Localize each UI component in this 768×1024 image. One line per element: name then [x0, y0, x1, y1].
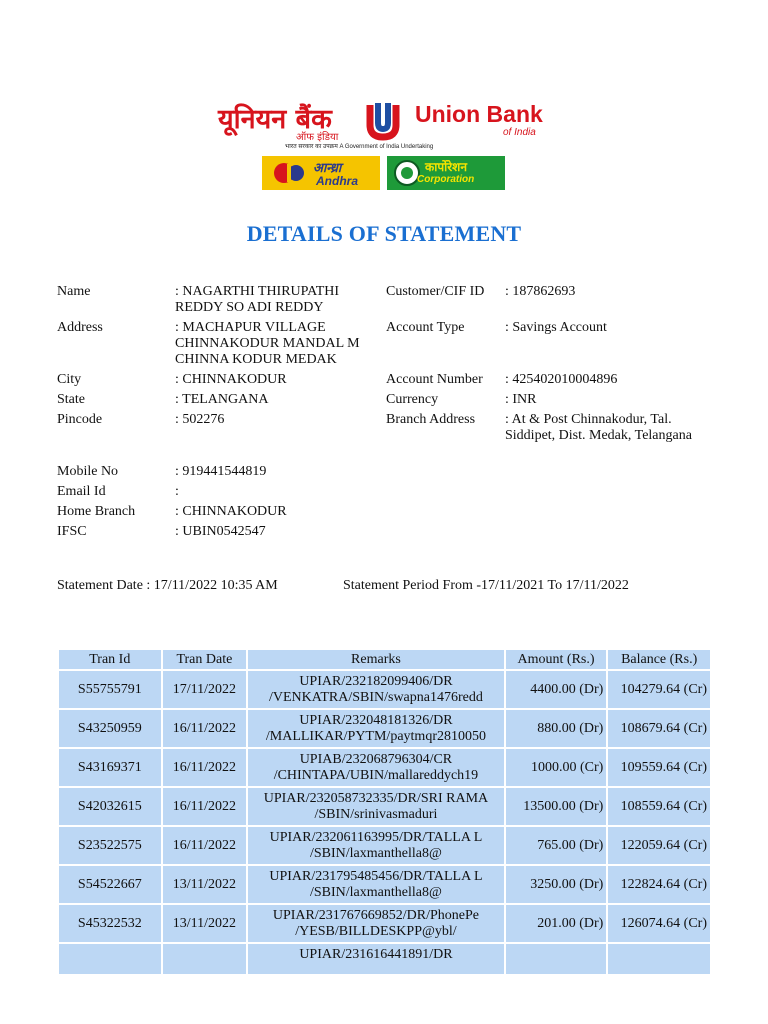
balance: 108559.64 (Cr) [608, 788, 710, 825]
tran-date: 16/11/2022 [163, 827, 247, 864]
remarks [248, 710, 504, 747]
remarks [248, 827, 504, 864]
balance: 108679.64 (Cr) [608, 710, 710, 747]
remarks-line-2: /SBIN/laxmanthella8@ [309, 884, 442, 900]
remarks: UPIAR/231616441891/DR [248, 944, 504, 974]
name-label: Name [57, 284, 91, 299]
tran-id [59, 944, 161, 974]
statement-period: Statement Period From -17/11/2021 To 17/11/2022 [343, 578, 629, 593]
remarks-line-2: /SBIN/srinivasmaduri [314, 806, 438, 822]
balance: 122824.64 (Cr) [608, 866, 710, 903]
amount: 765.00 (Dr) [506, 827, 607, 864]
balance [608, 944, 710, 974]
remarks-line-2: /YESB/BILLDESKPP@ybl/ [295, 923, 457, 939]
tran-id: S43169371 [59, 749, 161, 786]
union-bank-logo-icon [356, 99, 410, 141]
table-row [59, 749, 710, 786]
pincode-label: Pincode [57, 412, 103, 427]
table-row [59, 905, 710, 942]
remarks-line-2: /SBIN/laxmanthella8@ [309, 845, 442, 861]
tran-date [163, 944, 247, 974]
bank-name-sub: of India [503, 127, 536, 138]
andhra-hindi: आन्ध्रा [313, 161, 342, 176]
table-row [59, 671, 710, 708]
tran-date: 16/11/2022 [163, 749, 247, 786]
balance: 109559.64 (Cr) [608, 749, 710, 786]
bank-name-hindi: यूनियन बैंक [218, 104, 332, 135]
email-label: Email Id [57, 484, 106, 499]
tran-date: 13/11/2022 [163, 905, 247, 942]
account-number-label: Account Number [386, 372, 483, 387]
table-row-partial [59, 944, 710, 974]
header-balance: Balance (Rs.) [608, 650, 710, 669]
currency-label: Currency [386, 392, 439, 407]
bank-header [0, 95, 768, 195]
currency-value: : INR [505, 392, 537, 407]
table-row [59, 710, 710, 747]
name-value: : NAGARTHI THIRUPATHI REDDY SO ADI REDDY [175, 284, 340, 315]
tran-id: S23522575 [59, 827, 161, 864]
remarks-line-2: /CHINTAPA/UBIN/mallareddych19 [273, 767, 479, 783]
remarks-line-2: /MALLIKAR/PYTM/paytmqr2810050 [265, 728, 486, 744]
table-row [59, 827, 710, 864]
statement-date: Statement Date : 17/11/2022 10:35 AM [57, 578, 278, 593]
table-row [59, 866, 710, 903]
mobile-label: Mobile No [57, 464, 119, 479]
city-value: : CHINNAKODUR [175, 372, 287, 387]
balance: 126074.64 (Cr) [608, 905, 710, 942]
branch-address-value: : At & Post Chinnakodur, Tal. Siddipet, Dist. Medak, Telangana [505, 412, 692, 443]
city-label: City [57, 372, 82, 387]
corporation-hindi: कार्पोरेशन [425, 160, 467, 174]
corporation-bank-logo [387, 156, 505, 190]
cif-value: : 187862693 [505, 284, 576, 299]
mobile-value: : 919441544819 [175, 464, 267, 479]
remarks-line-2: /VENKATRA/SBIN/swapna1476redd [268, 689, 483, 705]
header-amount: Amount (Rs.) [506, 650, 607, 669]
header-tran-id: Tran Id [59, 650, 161, 669]
andhra-english: Andhra [316, 174, 358, 188]
home-branch-label: Home Branch [57, 504, 136, 519]
remarks [248, 671, 504, 708]
page-title: DETAILS OF STATEMENT [246, 221, 522, 246]
remarks-line-1: UPIAR/232061163995/DR/TALLA L [269, 829, 483, 845]
remarks-line-1: UPIAR/232058732335/DR/SRI RAMA [263, 790, 489, 806]
account-number-value: : 425402010004896 [505, 372, 618, 387]
remarks [248, 905, 504, 942]
amount: 13500.00 (Dr) [506, 788, 607, 825]
tran-date: 16/11/2022 [163, 788, 247, 825]
remarks-line-1: UPIAR/232048181326/DR [299, 712, 453, 728]
home-branch-value: : CHINNAKODUR [175, 504, 287, 519]
table-row [59, 788, 710, 825]
remarks-line-1: UPIAR/231767669852/DR/PhonePe [272, 907, 479, 923]
amount: 880.00 (Dr) [506, 710, 607, 747]
balance: 104279.64 (Cr) [608, 671, 710, 708]
header-tran-date: Tran Date [163, 650, 247, 669]
email-value: : [175, 484, 179, 499]
bank-name: Union Bank [415, 101, 543, 127]
balance: 122059.64 (Cr) [608, 827, 710, 864]
amount: 1000.00 (Cr) [506, 749, 607, 786]
remarks-line-1: UPIAB/232068796304/CR [299, 751, 453, 767]
account-type-value: : Savings Account [505, 320, 607, 335]
tran-date: 17/11/2022 [163, 671, 247, 708]
remarks-line-1: UPIAR/231795485456/DR/TALLA L [269, 868, 483, 884]
ifsc-label: IFSC [57, 524, 87, 539]
address-value: : MACHAPUR VILLAGE CHINNAKODUR MANDAL M CHINNA KODUR MEDAK [175, 320, 360, 367]
header-remarks: Remarks [248, 650, 504, 669]
account-type-label: Account Type [386, 320, 465, 335]
amount [506, 944, 607, 974]
tran-id: S45322532 [59, 905, 161, 942]
bank-name-hindi-sub: ऑफ इंडिया [296, 132, 339, 143]
bank-tagline: भारत सरकार का उपक्रम A Government of India Undertaking [285, 144, 434, 150]
amount: 3250.00 (Dr) [506, 866, 607, 903]
transactions-table [57, 648, 712, 976]
remarks [248, 749, 504, 786]
remarks [248, 866, 504, 903]
tran-id: S43250959 [59, 710, 161, 747]
remarks-line-1: UPIAR/232182099406/DR [299, 673, 453, 689]
andhra-emblem-icon [272, 160, 306, 186]
amount: 201.00 (Dr) [506, 905, 607, 942]
andhra-bank-logo [262, 156, 380, 190]
cif-label: Customer/CIF ID [386, 284, 485, 299]
branch-address-label: Branch Address [386, 412, 476, 427]
corporation-english: Corporation [417, 174, 475, 185]
amount: 4400.00 (Dr) [506, 671, 607, 708]
table-header-row [59, 650, 710, 669]
remarks [248, 788, 504, 825]
tran-id: S55755791 [59, 671, 161, 708]
pincode-value: : 502276 [175, 412, 225, 427]
tran-date: 16/11/2022 [163, 710, 247, 747]
state-label: State [57, 392, 85, 407]
tran-id: S54522667 [59, 866, 161, 903]
tran-date: 13/11/2022 [163, 866, 247, 903]
state-value: : TELANGANA [175, 392, 269, 407]
ifsc-value: : UBIN0542547 [175, 524, 266, 539]
address-label: Address [57, 320, 103, 335]
tran-id: S42032615 [59, 788, 161, 825]
